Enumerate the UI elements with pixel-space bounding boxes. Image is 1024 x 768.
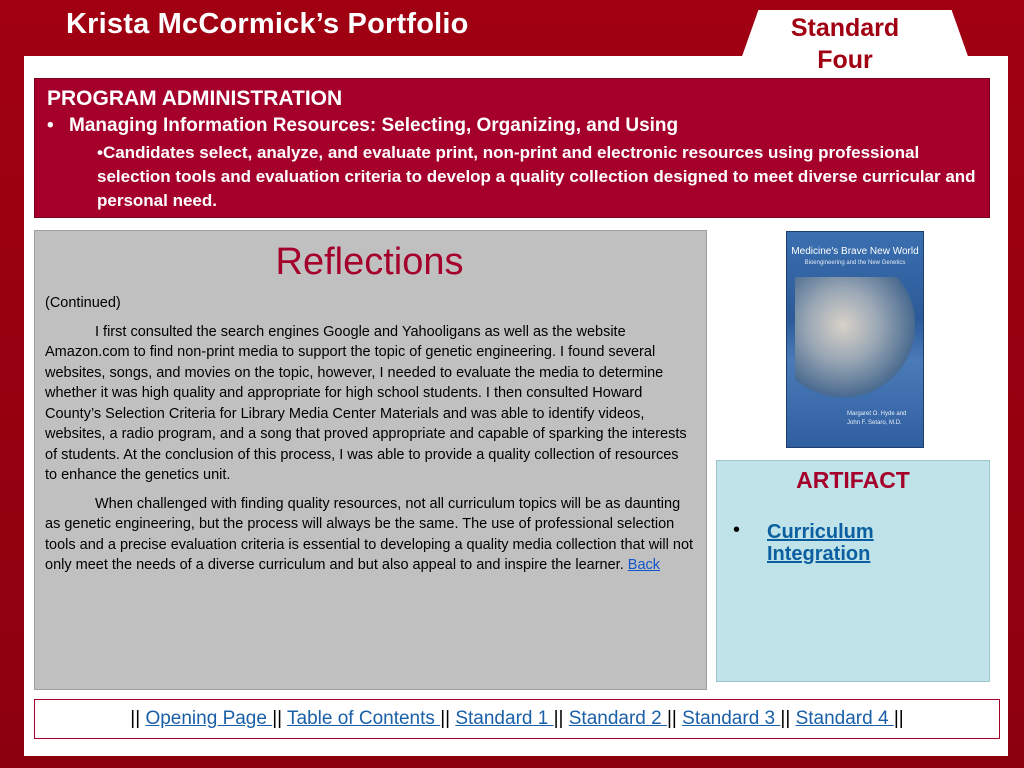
separator: || [553,708,564,729]
portfolio-title: Krista McCormick’s Portfolio [66,8,469,40]
separator: || [130,708,141,729]
artifact-panel [716,460,990,682]
reflection-paragraph-2 [45,494,694,576]
separator: || [667,708,677,729]
book-authors: Margaret O. Hyde and John F. Setaro, M.D. [847,411,907,426]
program-administration-box [34,78,990,218]
reflections-panel [34,230,707,690]
separator: || [780,708,791,729]
artifact-list [727,521,979,565]
program-bullet-text: Managing Information Resources: Selecting, Organizing, and Using [69,115,679,136]
standard-1-link[interactable]: Standard 1 [455,708,554,729]
bullet-icon: • [47,115,54,136]
book-title: Medicine's Brave New World [791,246,919,257]
book-subtitle: Bioengineering and the New Genetics [804,260,906,266]
separator: || [272,708,283,729]
standard-2-link[interactable]: Standard 2 [568,708,667,729]
standard-tab-label: Standard Four [790,14,900,74]
continued-label: (Continued) [45,295,121,311]
back-link[interactable]: Back [627,557,661,573]
reflections-title: Reflections [275,241,464,283]
opening-page-link[interactable]: Opening Page [145,708,273,729]
book-cover-image [786,231,924,448]
separator: || [893,708,904,729]
bullet-icon: • [733,519,741,541]
standard-3-link[interactable]: Standard 3 [682,708,781,729]
table-of-contents-link[interactable]: Table of Contents [287,708,441,729]
separator: || [440,708,451,729]
program-description: •Candidates select, analyze, and evaluate print, non-print and electronic resources using professional selection tools and evaluation criteria to develop a quality collection designed to meet diverse curricular and personal need. [97,143,976,210]
footer-nav [34,699,1000,739]
program-bullet [47,113,977,139]
book-cover-figure [795,277,915,397]
curriculum-integration-link[interactable]: Curriculum Integration [767,521,874,565]
artifact-title: ARTIFACT [796,467,910,493]
reflection-paragraph-2-text: When challenged with finding quality resources, not all curriculum topics will be as daunting as genetic engineering, but the process will always be the same. The use of professional selection tools and a precise evaluation criteria is essential to developing a quality media collection that will not only meet the needs of a diverse curriculum and but also appeal to and inspire the learner. [45,495,694,573]
standard-4-link[interactable]: Standard 4 [795,708,894,729]
reflection-paragraph-1: I first consulted the search engines Google and Yahooligans as well as the website Amazon.com to find non-print media to support the topic of genetic engineering. I found several websites, songs, and movies on the topic, however, I needed to evaluate the media to determine whether it was high quality and appropriate for high school students. I then consulted Howard County’s Selection Criteria for Library Media Center Materials and was able to identify videos, websites, a radio program, and a song that proved appropriate and capable of sparking the interests of students. At the conclusion of this process, I was able to provide a quality collection of resources to enhance the genetics unit. [45,323,687,483]
program-title: PROGRAM ADMINISTRATION [47,87,343,110]
